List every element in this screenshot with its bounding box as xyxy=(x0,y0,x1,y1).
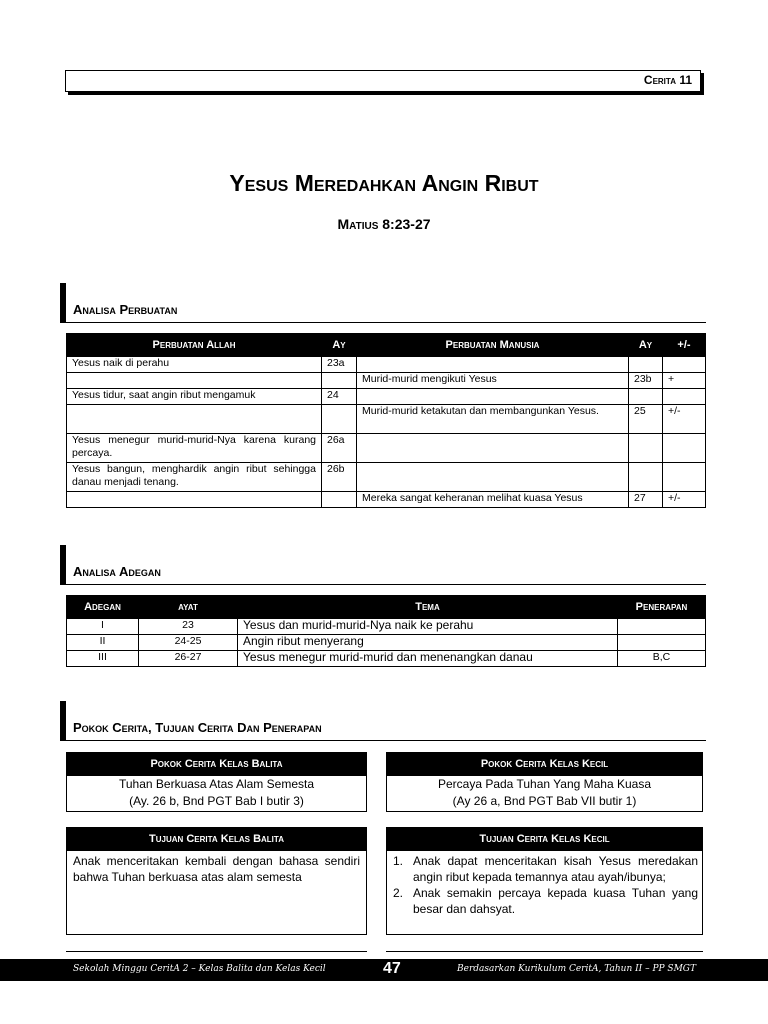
table-row xyxy=(67,635,706,651)
table-cell: +/- xyxy=(663,492,706,508)
pokok-kecil-ref: (Ay 26 a, Bnd PGT Bab VII butir 1) xyxy=(452,794,637,808)
table-cell: Yesus menegur murid-murid-Nya karena kurang percaya. xyxy=(67,434,322,463)
table-cell xyxy=(67,492,322,508)
table-cell: 24 xyxy=(322,389,357,405)
list-item xyxy=(387,853,702,885)
table-cell xyxy=(322,373,357,389)
table-cell: 23b xyxy=(629,373,663,389)
table-cell: 27 xyxy=(629,492,663,508)
tujuan-balita-heading: Tujuan Cerita Kelas Balita xyxy=(66,827,367,851)
table-cell xyxy=(322,492,357,508)
section-title-pokok: Pokok Cerita, Tujuan Cerita Dan Penerapan xyxy=(73,720,322,735)
list-number: 1. xyxy=(393,854,404,868)
col-header: +/- xyxy=(663,334,706,357)
table-row xyxy=(67,463,706,492)
pokok-kecil-text: Percaya Pada Tuhan Yang Maha Kuasa xyxy=(437,777,652,791)
table-cell: III xyxy=(67,651,139,667)
col-header: Tema xyxy=(238,596,618,619)
table-cell: Yesus tidur, saat angin ribut mengamuk xyxy=(67,389,322,405)
table-cell xyxy=(357,389,629,405)
table-row xyxy=(67,389,706,405)
table-cell: II xyxy=(67,635,139,651)
section-title-perbuatan: Analisa Perbuatan xyxy=(73,302,178,317)
table-cell: I xyxy=(67,619,139,635)
pokok-kecil-box xyxy=(386,776,703,812)
table-cell xyxy=(663,463,706,492)
table-row xyxy=(67,405,706,434)
table-cell: Murid-murid mengikuti Yesus xyxy=(357,373,629,389)
table-row xyxy=(67,434,706,463)
table-cell: Yesus menegur murid-murid dan menenangkan danau xyxy=(238,651,618,667)
table-cell xyxy=(618,619,706,635)
tujuan-kecil-list xyxy=(387,853,702,917)
pokok-balita-box xyxy=(66,776,367,812)
table-cell: Yesus bangun, menghardik angin ribut sehingga danau menjadi tenang. xyxy=(67,463,322,492)
table-cell: Murid-murid ketakutan dan membangunkan Yesus. xyxy=(357,405,629,434)
col-header: Perbuatan Allah xyxy=(67,334,322,357)
table-cell: 26a xyxy=(322,434,357,463)
section-divider xyxy=(66,584,706,585)
tujuan-balita-text: Anak menceritakan kembali dengan bahasa sendiri bahwa Tuhan berkuasa atas alam semesta xyxy=(73,854,360,884)
table-cell xyxy=(322,405,357,434)
table-cell: 23 xyxy=(139,619,238,635)
table-cell xyxy=(357,463,629,492)
page-number: 47 xyxy=(383,960,401,977)
page-footer xyxy=(0,959,768,981)
bottom-divider xyxy=(386,951,703,952)
table-row xyxy=(67,492,706,508)
table-cell xyxy=(618,635,706,651)
table-cell xyxy=(629,434,663,463)
table-cell: 26b xyxy=(322,463,357,492)
section-marker xyxy=(60,545,66,585)
list-item xyxy=(387,885,702,917)
table-cell: Mereka sangat keheranan melihat kuasa Yesus xyxy=(357,492,629,508)
pokok-balita-ref: (Ay. 26 b, Bnd PGT Bab I butir 3) xyxy=(129,794,304,808)
list-text: Anak dapat menceritakan kisah Yesus meredakan angin ribut kepada temannya atau ayah/ibunya; xyxy=(413,854,698,884)
table-cell xyxy=(629,463,663,492)
perbuatan-table xyxy=(66,333,706,508)
table-cell: B,C xyxy=(618,651,706,667)
table-cell xyxy=(357,434,629,463)
tujuan-balita-box xyxy=(66,851,367,935)
table-cell: + xyxy=(663,373,706,389)
table-header-row xyxy=(67,596,706,619)
section-title-adegan: Analisa Adegan xyxy=(73,564,161,579)
pokok-balita-heading: Pokok Cerita Kelas Balita xyxy=(66,752,367,776)
list-text: Anak semakin percaya kepada kuasa Tuhan yang besar dan dahsyat. xyxy=(413,886,698,916)
adegan-table xyxy=(66,595,706,667)
section-marker xyxy=(60,283,66,323)
table-cell xyxy=(629,357,663,373)
table-cell xyxy=(67,373,322,389)
section-marker xyxy=(60,701,66,741)
page-title: Yesus Meredahkan Angin Ribut xyxy=(229,170,539,196)
scripture-reference: Matius 8:23-27 xyxy=(337,216,431,232)
table-cell xyxy=(663,389,706,405)
table-cell xyxy=(663,434,706,463)
table-cell: +/- xyxy=(663,405,706,434)
table-cell: Yesus dan murid-murid-Nya naik ke perahu xyxy=(238,619,618,635)
table-cell xyxy=(357,357,629,373)
table-header-row xyxy=(67,334,706,357)
col-header: Perbuatan Manusia xyxy=(357,334,629,357)
col-header: Penerapan xyxy=(618,596,706,619)
pokok-balita-text: Tuhan Berkuasa Atas Alam Semesta xyxy=(119,777,314,791)
table-cell xyxy=(663,357,706,373)
table-row xyxy=(67,651,706,667)
chapter-header xyxy=(65,70,701,92)
table-cell xyxy=(67,405,322,434)
table-cell: Angin ribut menyerang xyxy=(238,635,618,651)
table-cell: 26-27 xyxy=(139,651,238,667)
table-cell: 23a xyxy=(322,357,357,373)
table-cell: 24-25 xyxy=(139,635,238,651)
footer-right-text: Berdasarkan Kurikulum CeritA, Tahun II – PP SMGT xyxy=(457,964,696,974)
col-header: ayat xyxy=(139,596,238,619)
table-cell xyxy=(629,389,663,405)
bottom-divider xyxy=(66,951,367,952)
col-header: Adegan xyxy=(67,596,139,619)
pokok-kecil-heading: Pokok Cerita Kelas Kecil xyxy=(386,752,703,776)
col-header: Ay xyxy=(322,334,357,357)
tujuan-kecil-box xyxy=(386,851,703,935)
table-row xyxy=(67,357,706,373)
footer-left-text: Sekolah Minggu CeritA 2 – Kelas Balita dan Kelas Kecil xyxy=(73,964,326,974)
col-header: Ay xyxy=(629,334,663,357)
section-divider xyxy=(66,740,706,741)
table-row xyxy=(67,373,706,389)
table-cell: 25 xyxy=(629,405,663,434)
table-cell: Yesus naik di perahu xyxy=(67,357,322,373)
tujuan-kecil-heading: Tujuan Cerita Kelas Kecil xyxy=(386,827,703,851)
list-number: 2. xyxy=(393,886,404,900)
section-divider xyxy=(66,322,706,323)
table-row xyxy=(67,619,706,635)
chapter-label: Cerita 11 xyxy=(643,73,692,87)
